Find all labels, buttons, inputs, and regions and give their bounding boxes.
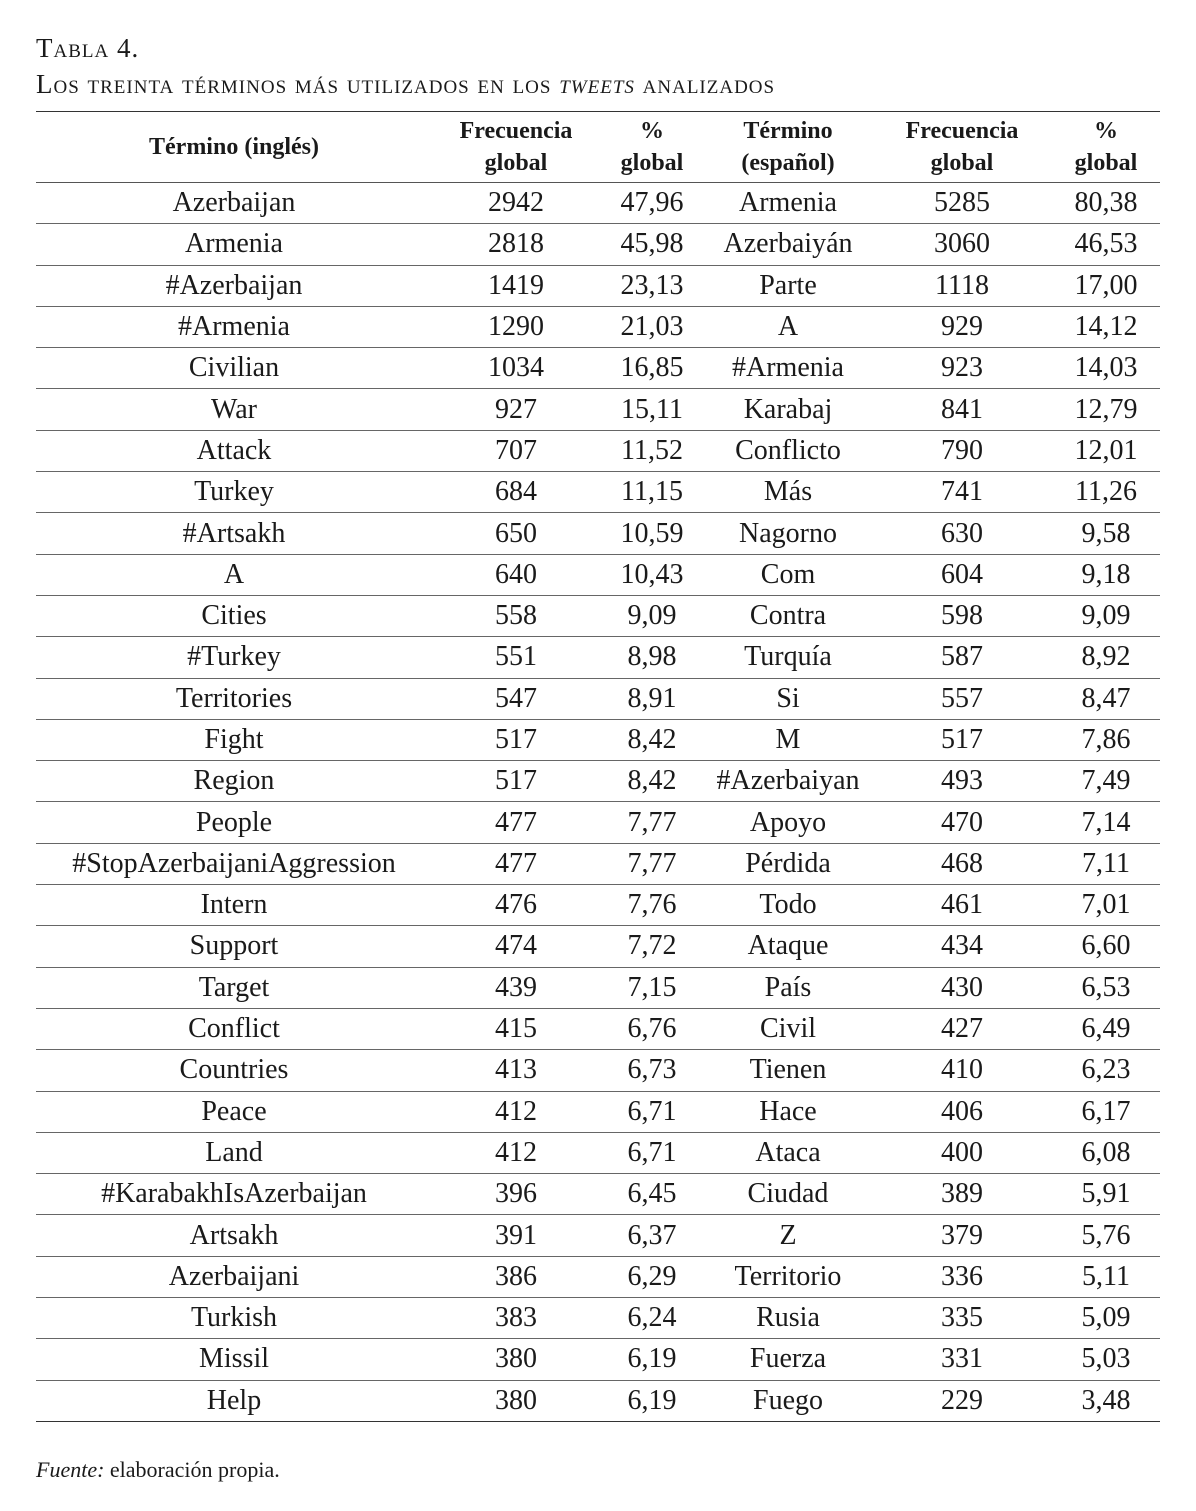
cell-percent-spanish: 6,08	[1052, 1132, 1160, 1173]
header-line: global	[620, 150, 684, 176]
cell-frequency-english: 413	[432, 1050, 600, 1091]
cell-term-english: Turkey	[36, 472, 432, 513]
cell-term-spanish: Karabaj	[704, 389, 872, 430]
cell-term-english: Countries	[36, 1050, 432, 1091]
cell-term-spanish: Hace	[704, 1091, 872, 1132]
cell-percent-spanish: 5,03	[1052, 1339, 1160, 1380]
cell-term-spanish: Parte	[704, 265, 872, 306]
cell-frequency-english: 650	[432, 513, 600, 554]
cell-frequency-english: 474	[432, 926, 600, 967]
cell-percent-english: 23,13	[600, 265, 704, 306]
cell-frequency-spanish: 406	[872, 1091, 1052, 1132]
cell-frequency-english: 707	[432, 430, 600, 471]
cell-term-spanish: Fuego	[704, 1380, 872, 1421]
table-row	[36, 306, 1160, 347]
cell-frequency-english: 412	[432, 1132, 600, 1173]
cell-percent-english: 7,15	[600, 967, 704, 1008]
cell-frequency-spanish: 517	[872, 719, 1052, 760]
cell-term-english: Fight	[36, 719, 432, 760]
cell-term-spanish: Ataque	[704, 926, 872, 967]
cell-term-english: Cities	[36, 595, 432, 636]
cell-percent-english: 45,98	[600, 224, 704, 265]
table-title-emphasis: tweets	[559, 69, 635, 99]
cell-percent-spanish: 9,18	[1052, 554, 1160, 595]
cell-percent-english: 6,73	[600, 1050, 704, 1091]
cell-frequency-spanish: 741	[872, 472, 1052, 513]
table-row	[36, 348, 1160, 389]
cell-percent-spanish: 5,11	[1052, 1256, 1160, 1297]
cell-frequency-spanish: 400	[872, 1132, 1052, 1173]
table-row	[36, 430, 1160, 471]
cell-frequency-english: 477	[432, 802, 600, 843]
header-line: Frecuencia	[459, 118, 573, 144]
table-row	[36, 513, 1160, 554]
header-line: global	[1074, 150, 1138, 176]
cell-frequency-english: 547	[432, 678, 600, 719]
cell-percent-spanish: 14,12	[1052, 306, 1160, 347]
table-body	[36, 183, 1160, 1422]
cell-frequency-english: 1290	[432, 306, 600, 347]
cell-term-spanish: Todo	[704, 885, 872, 926]
header-line: %	[1094, 118, 1118, 144]
header-percent-english	[600, 112, 704, 183]
cell-term-english: Help	[36, 1380, 432, 1421]
cell-percent-spanish: 5,91	[1052, 1174, 1160, 1215]
cell-term-spanish: Civil	[704, 1008, 872, 1049]
table-row	[36, 1215, 1160, 1256]
cell-percent-english: 21,03	[600, 306, 704, 347]
cell-frequency-english: 517	[432, 719, 600, 760]
header-line: Término (inglés)	[149, 134, 319, 160]
cell-frequency-english: 396	[432, 1174, 600, 1215]
cell-frequency-english: 412	[432, 1091, 600, 1132]
cell-frequency-spanish: 923	[872, 348, 1052, 389]
cell-term-english: Territories	[36, 678, 432, 719]
cell-term-spanish: Territorio	[704, 1256, 872, 1297]
cell-percent-english: 10,43	[600, 554, 704, 595]
cell-percent-english: 16,85	[600, 348, 704, 389]
table-row	[36, 926, 1160, 967]
cell-frequency-spanish: 3060	[872, 224, 1052, 265]
cell-frequency-spanish: 229	[872, 1380, 1052, 1421]
cell-term-english: People	[36, 802, 432, 843]
cell-term-spanish: Ciudad	[704, 1174, 872, 1215]
cell-percent-english: 11,52	[600, 430, 704, 471]
header-frequency-spanish	[872, 112, 1052, 183]
cell-frequency-spanish: 427	[872, 1008, 1052, 1049]
cell-percent-spanish: 7,86	[1052, 719, 1160, 760]
cell-percent-spanish: 6,49	[1052, 1008, 1160, 1049]
table-row	[36, 1132, 1160, 1173]
cell-percent-english: 6,45	[600, 1174, 704, 1215]
source-label: Fuente:	[36, 1457, 105, 1482]
cell-term-english: Civilian	[36, 348, 432, 389]
table-row	[36, 472, 1160, 513]
table-row	[36, 389, 1160, 430]
cell-percent-english: 11,15	[600, 472, 704, 513]
table-row	[36, 1050, 1160, 1091]
cell-term-spanish: Si	[704, 678, 872, 719]
cell-term-spanish: Contra	[704, 595, 872, 636]
table-title	[36, 66, 1160, 102]
table-title-tail: analizados	[634, 69, 776, 99]
cell-term-spanish: Turquía	[704, 637, 872, 678]
cell-percent-spanish: 8,92	[1052, 637, 1160, 678]
cell-frequency-english: 439	[432, 967, 600, 1008]
cell-percent-spanish: 12,01	[1052, 430, 1160, 471]
cell-frequency-spanish: 493	[872, 761, 1052, 802]
cell-term-english: #Artsakh	[36, 513, 432, 554]
cell-percent-english: 6,71	[600, 1132, 704, 1173]
cell-term-spanish: Z	[704, 1215, 872, 1256]
cell-term-spanish: Nagorno	[704, 513, 872, 554]
table-row	[36, 224, 1160, 265]
source-note	[36, 1455, 280, 1485]
table-row	[36, 595, 1160, 636]
cell-frequency-english: 386	[432, 1256, 600, 1297]
cell-percent-spanish: 9,09	[1052, 595, 1160, 636]
table-title-text: Los treinta términos más utilizados en los	[36, 69, 560, 99]
cell-frequency-spanish: 929	[872, 306, 1052, 347]
cell-percent-english: 7,72	[600, 926, 704, 967]
cell-frequency-english: 476	[432, 885, 600, 926]
cell-frequency-english: 380	[432, 1339, 600, 1380]
table-row	[36, 1380, 1160, 1421]
cell-term-english: Azerbaijani	[36, 1256, 432, 1297]
cell-percent-english: 6,37	[600, 1215, 704, 1256]
cell-term-spanish: M	[704, 719, 872, 760]
cell-percent-spanish: 6,17	[1052, 1091, 1160, 1132]
cell-term-english: A	[36, 554, 432, 595]
header-line: global	[930, 150, 994, 176]
cell-percent-spanish: 3,48	[1052, 1380, 1160, 1421]
cell-percent-spanish: 12,79	[1052, 389, 1160, 430]
cell-percent-spanish: 9,58	[1052, 513, 1160, 554]
cell-term-english: Intern	[36, 885, 432, 926]
cell-percent-english: 6,19	[600, 1380, 704, 1421]
cell-percent-spanish: 17,00	[1052, 265, 1160, 306]
cell-term-spanish: Azerbaiyán	[704, 224, 872, 265]
cell-term-spanish: Ataca	[704, 1132, 872, 1173]
cell-percent-spanish: 7,49	[1052, 761, 1160, 802]
cell-term-english: #Azerbaijan	[36, 265, 432, 306]
cell-term-spanish: País	[704, 967, 872, 1008]
cell-term-spanish: Tienen	[704, 1050, 872, 1091]
cell-percent-spanish: 7,14	[1052, 802, 1160, 843]
cell-term-english: Region	[36, 761, 432, 802]
cell-term-english: Conflict	[36, 1008, 432, 1049]
cell-frequency-english: 558	[432, 595, 600, 636]
cell-percent-english: 8,42	[600, 719, 704, 760]
cell-term-english: #Turkey	[36, 637, 432, 678]
cell-term-spanish: #Armenia	[704, 348, 872, 389]
cell-percent-english: 8,42	[600, 761, 704, 802]
cell-frequency-english: 640	[432, 554, 600, 595]
header-percent-spanish	[1052, 112, 1160, 183]
cell-frequency-english: 415	[432, 1008, 600, 1049]
cell-percent-english: 6,71	[600, 1091, 704, 1132]
cell-percent-spanish: 6,60	[1052, 926, 1160, 967]
table-row	[36, 761, 1160, 802]
cell-frequency-spanish: 461	[872, 885, 1052, 926]
header-term-spanish	[704, 112, 872, 183]
cell-percent-english: 10,59	[600, 513, 704, 554]
cell-frequency-english: 551	[432, 637, 600, 678]
table-row	[36, 1298, 1160, 1339]
cell-frequency-spanish: 434	[872, 926, 1052, 967]
cell-term-spanish: Apoyo	[704, 802, 872, 843]
cell-term-english: Artsakh	[36, 1215, 432, 1256]
header-line: Término	[743, 118, 833, 144]
cell-term-english: Azerbaijan	[36, 183, 432, 224]
cell-term-english: Peace	[36, 1091, 432, 1132]
table-row	[36, 1256, 1160, 1297]
cell-frequency-spanish: 379	[872, 1215, 1052, 1256]
cell-frequency-spanish: 331	[872, 1339, 1052, 1380]
cell-frequency-spanish: 790	[872, 430, 1052, 471]
cell-frequency-english: 383	[432, 1298, 600, 1339]
cell-term-english: Missil	[36, 1339, 432, 1380]
cell-percent-english: 6,24	[600, 1298, 704, 1339]
cell-frequency-spanish: 468	[872, 843, 1052, 884]
cell-term-spanish: Rusia	[704, 1298, 872, 1339]
cell-frequency-spanish: 598	[872, 595, 1052, 636]
table-caption	[36, 30, 1160, 102]
table-row	[36, 885, 1160, 926]
cell-frequency-spanish: 587	[872, 637, 1052, 678]
header-row	[36, 112, 1160, 183]
table-row	[36, 1339, 1160, 1380]
cell-frequency-english: 927	[432, 389, 600, 430]
cell-percent-english: 47,96	[600, 183, 704, 224]
cell-term-spanish: Pérdida	[704, 843, 872, 884]
cell-term-spanish: Más	[704, 472, 872, 513]
terms-table	[36, 111, 1160, 1422]
table-row	[36, 265, 1160, 306]
cell-frequency-english: 380	[432, 1380, 600, 1421]
cell-frequency-spanish: 557	[872, 678, 1052, 719]
table-row	[36, 1008, 1160, 1049]
cell-percent-spanish: 7,11	[1052, 843, 1160, 884]
cell-term-spanish: A	[704, 306, 872, 347]
cell-frequency-spanish: 389	[872, 1174, 1052, 1215]
cell-percent-spanish: 5,09	[1052, 1298, 1160, 1339]
cell-frequency-spanish: 470	[872, 802, 1052, 843]
cell-term-spanish: Armenia	[704, 183, 872, 224]
cell-percent-spanish: 5,76	[1052, 1215, 1160, 1256]
cell-frequency-spanish: 5285	[872, 183, 1052, 224]
cell-term-english: Target	[36, 967, 432, 1008]
table-row	[36, 554, 1160, 595]
cell-term-spanish: Fuerza	[704, 1339, 872, 1380]
table-row	[36, 802, 1160, 843]
cell-frequency-english: 684	[432, 472, 600, 513]
header-frequency-english	[432, 112, 600, 183]
cell-percent-spanish: 14,03	[1052, 348, 1160, 389]
cell-percent-english: 7,77	[600, 843, 704, 884]
cell-term-english: Attack	[36, 430, 432, 471]
cell-percent-english: 7,77	[600, 802, 704, 843]
cell-frequency-english: 517	[432, 761, 600, 802]
cell-percent-english: 9,09	[600, 595, 704, 636]
cell-term-english: War	[36, 389, 432, 430]
cell-frequency-spanish: 410	[872, 1050, 1052, 1091]
cell-percent-spanish: 11,26	[1052, 472, 1160, 513]
cell-term-english: #StopAzerbaijaniAggression	[36, 843, 432, 884]
cell-frequency-english: 1419	[432, 265, 600, 306]
cell-percent-spanish: 46,53	[1052, 224, 1160, 265]
cell-term-english: Armenia	[36, 224, 432, 265]
cell-frequency-english: 2942	[432, 183, 600, 224]
cell-term-english: #KarabakhIsAzerbaijan	[36, 1174, 432, 1215]
cell-percent-english: 6,29	[600, 1256, 704, 1297]
cell-percent-english: 7,76	[600, 885, 704, 926]
header-line: global	[484, 150, 548, 176]
cell-frequency-spanish: 841	[872, 389, 1052, 430]
cell-term-spanish: Conflicto	[704, 430, 872, 471]
cell-percent-english: 15,11	[600, 389, 704, 430]
cell-term-english: Support	[36, 926, 432, 967]
header-line: (español)	[741, 150, 835, 176]
table-row	[36, 1174, 1160, 1215]
table-row	[36, 183, 1160, 224]
cell-frequency-spanish: 430	[872, 967, 1052, 1008]
cell-frequency-spanish: 336	[872, 1256, 1052, 1297]
cell-frequency-spanish: 1118	[872, 265, 1052, 306]
cell-frequency-english: 1034	[432, 348, 600, 389]
cell-term-spanish: Com	[704, 554, 872, 595]
cell-percent-english: 8,98	[600, 637, 704, 678]
cell-frequency-english: 2818	[432, 224, 600, 265]
header-term-english	[36, 112, 432, 183]
cell-percent-spanish: 6,53	[1052, 967, 1160, 1008]
cell-term-spanish: #Azerbaiyan	[704, 761, 872, 802]
cell-term-english: Turkish	[36, 1298, 432, 1339]
cell-percent-english: 8,91	[600, 678, 704, 719]
table-row	[36, 967, 1160, 1008]
cell-percent-spanish: 80,38	[1052, 183, 1160, 224]
header-line: Frecuencia	[905, 118, 1019, 144]
table-label: Tabla 4.	[36, 33, 140, 63]
table-row	[36, 719, 1160, 760]
table-header	[36, 112, 1160, 183]
cell-frequency-spanish: 604	[872, 554, 1052, 595]
table-row	[36, 1091, 1160, 1132]
cell-frequency-spanish: 630	[872, 513, 1052, 554]
cell-percent-english: 6,19	[600, 1339, 704, 1380]
header-line: %	[640, 118, 664, 144]
cell-percent-spanish: 6,23	[1052, 1050, 1160, 1091]
table-row	[36, 637, 1160, 678]
cell-frequency-english: 391	[432, 1215, 600, 1256]
cell-term-english: Land	[36, 1132, 432, 1173]
cell-percent-spanish: 7,01	[1052, 885, 1160, 926]
cell-percent-spanish: 8,47	[1052, 678, 1160, 719]
cell-frequency-spanish: 335	[872, 1298, 1052, 1339]
table-row	[36, 678, 1160, 719]
source-text: elaboración propia.	[104, 1457, 280, 1482]
cell-frequency-english: 477	[432, 843, 600, 884]
cell-term-english: #Armenia	[36, 306, 432, 347]
table-row	[36, 843, 1160, 884]
cell-percent-english: 6,76	[600, 1008, 704, 1049]
